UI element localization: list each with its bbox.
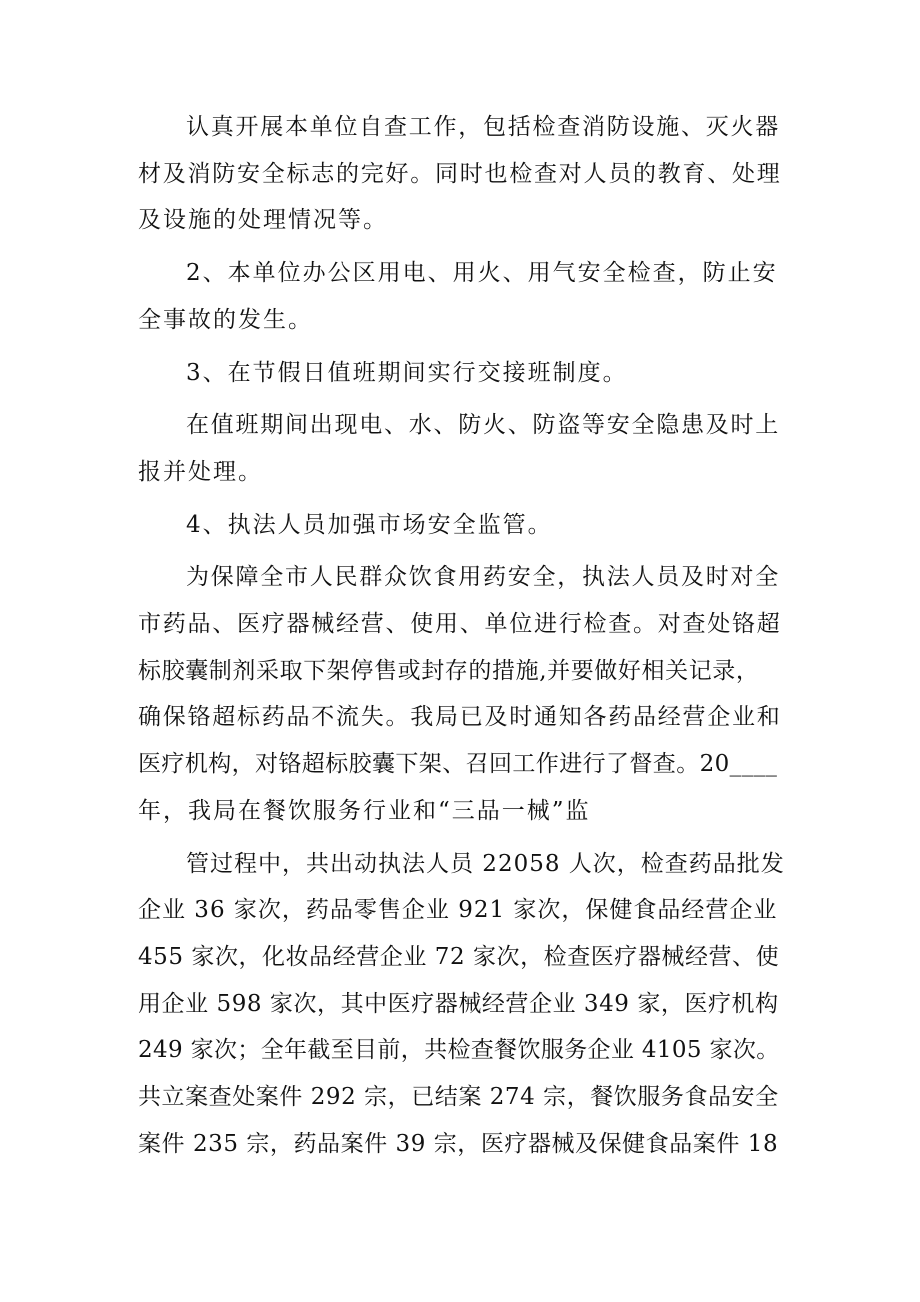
text-line: 管过程中，共出动执法人员 22058 人次，检查药品批发 (186, 850, 785, 877)
text-line: 市药品、医疗器械经营、使用、单位进行检查。对查处铬超 (138, 611, 782, 638)
text-line: 案件 235 宗，药品案件 39 宗，医疗器械及保健食品案件 18 (138, 1130, 779, 1157)
text-line: 4、执法人员加强市场安全监管。 (186, 511, 553, 538)
text-line: 用企业 598 家次，其中医疗器械经营企业 349 家，医疗机构 (138, 990, 779, 1017)
text-line: 医疗机构，对铬超标胶囊下架、召回工作进行了督查。20____ (138, 751, 778, 778)
text-line: 及设施的处理情况等。 (138, 207, 388, 234)
text-line: 为保障全市人民群众饮食用药安全，执法人员及时对全 (186, 564, 780, 591)
text-line: 249 家次；全年截至目前，共检查餐饮服务企业 4105 家次。 (138, 1037, 780, 1064)
text-line: 确保铬超标药品不流失。我局已及时通知各药品经营企业和 (138, 704, 782, 731)
paragraph-statistics (138, 841, 784, 1168)
text-line: 455 家次，化妆品经营企业 72 家次，检查医疗器械经营、使 (138, 943, 780, 970)
document-body (138, 104, 784, 1173)
text-line: 认真开展本单位自查工作，包括检查消防设施、灭火器 (186, 114, 780, 140)
text-line: 共立案查处案件 292 宗，已结案 274 宗，餐饮服务食品安全 (138, 1084, 779, 1111)
paragraph-duty-hazards (138, 402, 784, 495)
text-line: 年，我局在餐饮服务行业和“三品一械”监 (138, 797, 591, 824)
text-line: 全事故的发生。 (138, 306, 313, 333)
text-line: 3、在节假日值班期间实行交接班制度。 (186, 359, 628, 386)
paragraph-drug-safety (138, 554, 784, 834)
paragraph-item-4 (138, 502, 784, 549)
text-line: 2、本单位办公区用电、用火、用气安全检查，防止安 (186, 260, 778, 287)
text-line: 在值班期间出现电、水、防火、防盗等安全隐患及时上 (186, 412, 780, 439)
text-line: 标胶囊制剂采取下架停售或封存的措施,并要做好相关记录， (138, 657, 760, 684)
text-line: 报并处理。 (138, 458, 263, 485)
text-line: 企业 36 家次，药品零售企业 921 家次，保健食品经营企业 (138, 897, 778, 924)
paragraph-item-3 (138, 350, 784, 397)
paragraph-self-inspection (138, 104, 784, 244)
paragraph-item-2 (138, 250, 784, 343)
text-line: 材及消防安全标志的完好。同时也检查对人员的教育、处理 (138, 160, 782, 187)
